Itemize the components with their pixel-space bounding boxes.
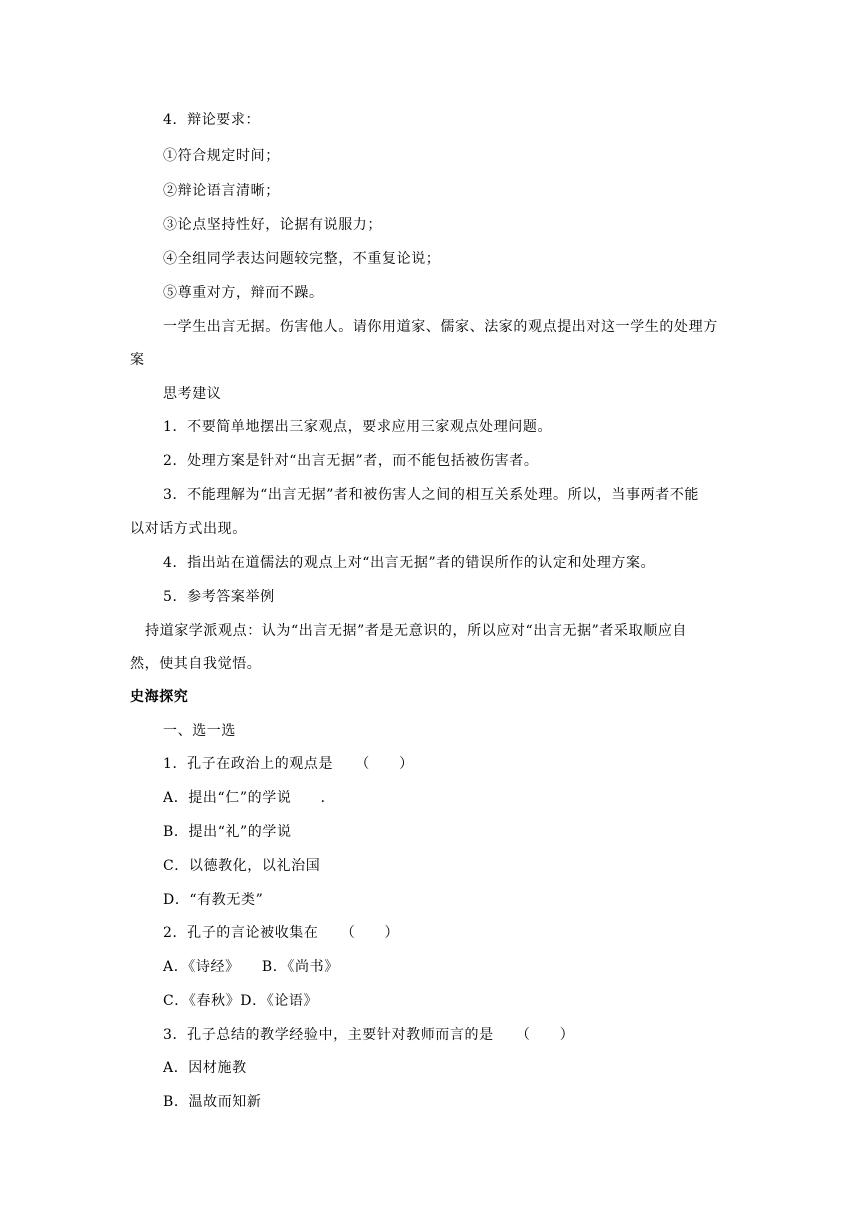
requirement-item-3: ③论点坚持性好，论据有说服力； xyxy=(163,217,382,233)
scenario-line-1: 一学生出言无据。伤害他人。请你用道家、儒家、法家的观点提出对这一学生的处理方 xyxy=(163,319,718,335)
requirement-item-1: ①符合规定时间； xyxy=(163,148,280,164)
suggestion-item-3-line-1: 3．不能理解为“出言无据”者和被伤害人之间的相互关系处理。所以，当事两者不能 xyxy=(163,487,700,503)
q1-option-c: C．以德教化，以礼治国 xyxy=(163,858,321,874)
suggestion-item-3-line-2: 以对话方式出现。 xyxy=(130,521,247,537)
q2-options-cd: C．《春秋》D．《论语》 xyxy=(163,993,319,1009)
q3-option-b: B．温故而知新 xyxy=(163,1094,262,1110)
example-line-1: 持道家学派观点：认为“出言无据”者是无意识的，所以应对“出言无据”者采取顺应自 xyxy=(145,623,688,639)
requirement-item-2: ②辩论语言清晰； xyxy=(163,183,280,199)
q2-options-ab: A．《诗经》 B．《尚书》 xyxy=(163,959,339,975)
q3-option-a: A．因材施教 xyxy=(163,1060,247,1076)
q1-option-b: B．提出“礼”的学说 xyxy=(163,824,292,840)
question-1: 1．孔子在政治上的观点是 （ ） xyxy=(163,756,414,772)
scenario-line-2: 案 xyxy=(130,352,145,368)
debate-requirements-title: 4．辩论要求： xyxy=(163,112,261,128)
question-2: 2．孔子的言论被收集在 （ ） xyxy=(163,925,400,941)
requirement-item-5: ⑤尊重对方，辩而不躁。 xyxy=(163,285,324,301)
section-subheading: 一、选一选 xyxy=(163,723,236,739)
suggestions-title: 思考建议 xyxy=(163,386,222,402)
requirement-item-4: ④全组同学表达问题较完整，不重复论说； xyxy=(163,251,441,267)
q1-option-a: A．提出“仁”的学说 ． xyxy=(163,790,336,806)
section-heading: 史海探究 xyxy=(130,689,189,705)
suggestion-item-1: 1．不要简单地摆出三家观点，要求应用三家观点处理问题。 xyxy=(163,419,553,435)
q1-option-d: D．“有教无类” xyxy=(163,892,264,908)
suggestion-item-5: 5．参考答案举例 xyxy=(163,589,275,605)
example-line-2: 然，使其自我觉悟。 xyxy=(130,656,262,672)
question-3: 3．孔子总结的教学经验中，主要针对教师而言的是 （ ） xyxy=(163,1027,575,1043)
suggestion-item-2: 2．处理方案是针对“出言无据”者，而不能包括被伤害者。 xyxy=(163,453,539,469)
suggestion-item-4: 4．指出站在道儒法的观点上对“出言无据”者的错误所作的认定和处理方案。 xyxy=(163,555,656,571)
